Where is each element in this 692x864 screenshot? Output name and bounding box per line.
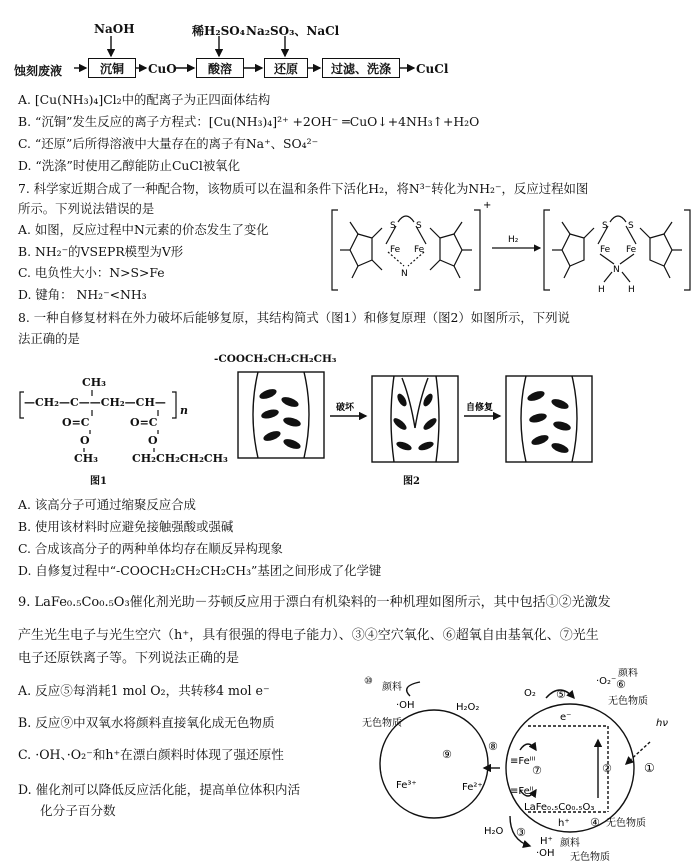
q9-dye-left: 颜料: [382, 682, 402, 693]
reagent-na2so3: Na₂SO₃、NaCl: [246, 24, 340, 38]
q7-s-left: S: [390, 221, 396, 231]
q9-colorless-right: 无色物质: [608, 696, 648, 707]
q9-fe2: Fe²⁺: [462, 782, 483, 793]
q8-ch3-bottom: CH₃: [74, 452, 98, 465]
q9-n2: ②: [602, 762, 612, 775]
q6-option-b: B. “沉铜”发生反应的离子方程式：[Cu(NH₃)₄]²⁺ +2OH⁻ ═CuO↓+4NH₃↑+H₂O: [18, 114, 480, 129]
q8-figure-2: [234, 368, 614, 464]
q9-colorless-bottom: 无色物质: [570, 852, 610, 863]
reagent-naoh: NaOH: [94, 22, 135, 36]
q7-fe-left-2: Fe: [600, 245, 611, 255]
flow-start: 蚀刻废液: [14, 64, 63, 78]
q8-n: n: [180, 404, 188, 417]
q6-option-a: A. [Cu(NH₃)₄]Cl₂中的配离子为正四面体结构: [18, 92, 271, 107]
q8-stem-line2: 法正确的是: [18, 331, 80, 346]
flow-arrows: [0, 0, 692, 90]
q9-oh-left: ·OH: [396, 700, 415, 711]
q9-o2: O₂: [524, 688, 536, 699]
q9-dye-bottom: 颜料: [560, 838, 580, 849]
q7-s-right-2: S: [628, 221, 634, 231]
q9-option-d-line2: 化分子百分数: [40, 803, 116, 818]
q9-fe-ii: ≡Feᴵᴵ: [510, 786, 534, 797]
q7-n-2: N: [613, 265, 620, 275]
q8-stem-line1: 8. 一种自修复材料在外力破坏后能够复原，其结构简式（图1）和修复原理（图2）如图所示，下列说: [18, 310, 570, 325]
flow-step-1: 沉铜: [88, 58, 136, 78]
q9-o2-radical: ·O₂⁻: [596, 676, 617, 687]
q9-option-c: C. ·OH、·O₂⁻和h⁺在漂白颜料时体现了强还原性: [18, 747, 284, 762]
q8-option-a: A. 该高分子可通过缩聚反应合成: [18, 497, 196, 512]
q7-reaction-diagram: [328, 198, 692, 298]
q7-charge: +: [483, 200, 492, 211]
q8-butyl: CH₂CH₂CH₂CH₃: [132, 452, 228, 465]
q8-fig1-label: 图1: [90, 476, 107, 487]
q7-fe-right: Fe: [414, 245, 425, 255]
q7-fe-right-2: Fe: [626, 245, 637, 255]
q9-h2o: H₂O: [484, 826, 504, 837]
q9-stem-line3: 电子还原铁离子等。下列说法正确的是: [18, 651, 240, 666]
q7-h-2: H: [628, 285, 635, 295]
q9-hv: hν: [656, 718, 668, 729]
q9-colorless-left: 无色物质: [362, 718, 402, 729]
q9-hole: h⁺: [558, 818, 570, 829]
q6-option-c: C. “还原”后所得溶液中大量存在的离子有Na⁺、SO₄²⁻: [18, 136, 319, 151]
q9-oh-bottom: ·OH: [536, 848, 555, 859]
q9-fe3: Fe³⁺: [396, 780, 417, 791]
q9-colorless-4: 无色物质: [606, 818, 646, 829]
q8-fig2-label: 图2: [403, 476, 420, 487]
flow-step-4: 过滤、洗涤: [322, 58, 400, 78]
q9-hplus: H⁺: [540, 836, 553, 847]
q7-h2-label: H₂: [508, 235, 519, 245]
q9-option-a: A. 反应⑤每消耗1 mol O₂，共转移4 mol e⁻: [18, 683, 270, 698]
q7-n-1: N: [401, 269, 408, 279]
flow-chart: [0, 0, 692, 90]
q9-mechanism-diagram: [360, 668, 692, 864]
q9-n6: ⑥: [616, 678, 626, 691]
q9-fe-iii: ≡Feᴵᴵᴵ: [510, 756, 536, 767]
q7-option-c: C. 电负性大小：N>S>Fe: [18, 265, 165, 280]
q9-n7: ⑦: [532, 764, 542, 777]
q9-n8: ⑧: [488, 740, 498, 753]
q9-h2o2: H₂O₂: [456, 702, 480, 713]
q9-option-b: B. 反应⑨中双氧水将颜料直接氧化成无色物质: [18, 715, 275, 730]
q9-n1: ①: [644, 761, 655, 775]
flow-step-2: 酸溶: [196, 58, 244, 78]
q7-option-b: B. NH₂⁻的VSEPR模型为V形: [18, 244, 184, 259]
q9-dye-right: 颜料: [618, 668, 638, 679]
q9-n5: ⑤: [556, 688, 566, 701]
q8-side-group: -COOCH₂CH₂CH₂CH₃: [214, 353, 337, 365]
q9-catalyst: LaFe₀.₅Co₀.₅O₃: [524, 802, 595, 813]
q8-arrow-repair: 自修复: [466, 403, 494, 413]
q8-option-b: B. 使用该材料时应避免接触强酸或强碱: [18, 519, 234, 534]
q9-n10: ⑩: [364, 676, 373, 687]
flow-mid-cuo: CuO: [148, 62, 177, 76]
q9-n4: ④: [590, 816, 600, 829]
q8-option-d: D. 自修复过程中“-COOCH₂CH₂CH₂CH₃”基团之间形成了化学键: [18, 563, 382, 578]
q7-h-1: H: [598, 285, 605, 295]
q8-o-left: O: [80, 434, 90, 447]
q9-option-d-line1: D. 催化剂可以降低反应活化能，提高单位体积内活: [18, 782, 301, 797]
flow-product: CuCl: [416, 62, 449, 76]
q8-option-c: C. 合成该高分子的两种单体均存在顺反异构现象: [18, 541, 283, 556]
q9-stem-line1: 9. LaFe₀.₅Co₀.₅O₃催化剂光助－芬顿反应用于漂白有机染料的一种机理如图所示，其中包括①②光激发: [18, 595, 611, 610]
q7-option-d: D. 键角： NH₂⁻<NH₃: [18, 287, 147, 302]
q7-fe-left: Fe: [390, 245, 401, 255]
q8-figure-1: [18, 370, 228, 487]
q7-stem-line2: 所示。下列说法错误的是: [18, 201, 155, 216]
q7-option-a: A. 如图，反应过程中N元素的价态发生了变化: [18, 222, 269, 237]
q9-stem-line2: 产生光生电子与光生空穴（h⁺，具有很强的得电子能力）、③④空穴氧化、⑥超氧自由基氧化、⑦光生: [18, 628, 599, 643]
q9-n3: ③: [516, 826, 526, 839]
q8-o-right: O: [148, 434, 158, 447]
q7-stem-line1: 7. 科学家近期合成了一种配合物，该物质可以在温和条件下活化H₂，将N³⁻转化为NH₂⁻，反应过程如图: [18, 181, 589, 196]
flow-step-3: 还原: [264, 58, 308, 78]
q8-ch3-top: CH₃: [82, 376, 106, 389]
q7-s-right: S: [416, 221, 422, 231]
q9-n9: ⑨: [442, 748, 452, 761]
q6-option-d: D. “洗涤”时使用乙醇能防止CuCl被氧化: [18, 158, 241, 173]
q9-electron: e⁻: [560, 712, 572, 723]
q8-co-right: O=C: [130, 416, 158, 429]
q8-chain: —CH₂—C——CH₂—CH—: [24, 396, 166, 409]
q8-arrow-break: 破坏: [336, 403, 355, 413]
reagent-h2so4: 稀H₂SO₄: [192, 24, 245, 38]
q8-co-left: O=C: [62, 416, 90, 429]
q7-s-left-2: S: [602, 221, 608, 231]
